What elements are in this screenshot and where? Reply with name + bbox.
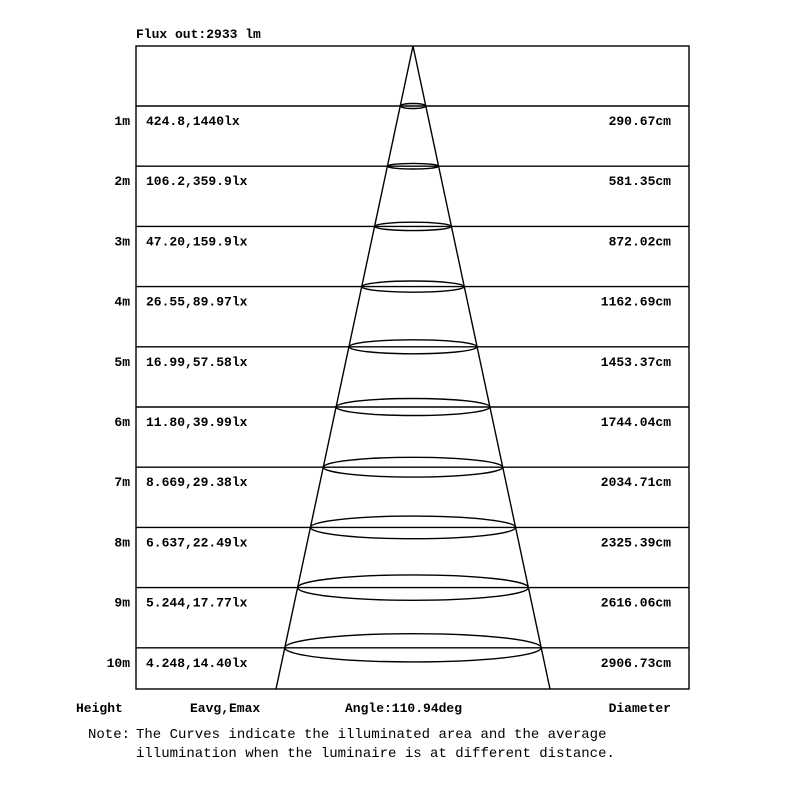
height-column-label: Height xyxy=(76,701,123,716)
row-eavg-emax: 4.248,14.40lx xyxy=(146,655,248,671)
row-diameter: 290.67cm xyxy=(608,114,671,129)
row-height-label: 4m xyxy=(114,294,130,310)
note-line-2: illumination when the luminaire is at different distance. xyxy=(136,746,615,762)
row-eavg-emax: 11.80,39.99lx xyxy=(146,415,248,430)
row-eavg-emax: 26.55,89.97lx xyxy=(146,294,248,310)
row-height-label: 6m xyxy=(114,415,130,430)
row-diameter: 2906.73cm xyxy=(600,655,671,671)
row-height-label: 8m xyxy=(114,535,130,551)
note-line-1: The Curves indicate the illuminated area and the average xyxy=(136,727,607,743)
row-eavg-emax: 6.637,22.49lx xyxy=(146,535,248,551)
cone-right-edge xyxy=(413,46,550,689)
row-height-label: 7m xyxy=(114,475,130,491)
row-diameter: 1744.04cm xyxy=(600,415,671,430)
eavg-emax-column-label: Eavg,Emax xyxy=(190,701,261,716)
distance-rows xyxy=(107,104,689,671)
note-prefix: Note: xyxy=(88,727,131,743)
row-diameter: 2616.06cm xyxy=(600,595,671,611)
row-diameter: 1453.37cm xyxy=(600,354,671,370)
row-eavg-emax: 47.20,159.9lx xyxy=(146,234,248,250)
beam-angle-label: Angle:110.94deg xyxy=(345,701,463,716)
row-diameter: 2325.39cm xyxy=(600,535,671,551)
row-height-label: 9m xyxy=(114,595,130,611)
row-eavg-emax: 424.8,1440lx xyxy=(146,114,240,129)
row-height-label: 3m xyxy=(114,234,130,250)
row-diameter: 2034.71cm xyxy=(600,475,671,491)
row-eavg-emax: 16.99,57.58lx xyxy=(146,354,248,370)
row-eavg-emax: 5.244,17.77lx xyxy=(146,595,248,611)
row-height-label: 2m xyxy=(114,174,130,190)
row-diameter: 581.35cm xyxy=(608,174,671,190)
row-diameter: 1162.69cm xyxy=(600,294,671,310)
row-diameter: 872.02cm xyxy=(608,234,671,250)
row-height-label: 5m xyxy=(114,354,130,370)
row-height-label: 10m xyxy=(106,655,130,671)
diameter-column-label: Diameter xyxy=(608,701,671,716)
row-eavg-emax: 106.2,359.9lx xyxy=(146,174,248,190)
row-height-label: 1m xyxy=(114,114,130,129)
row-eavg-emax: 8.669,29.38lx xyxy=(146,475,248,491)
flux-out-label: Flux out:2933 lm xyxy=(136,27,261,42)
cone-left-edge xyxy=(276,46,413,689)
